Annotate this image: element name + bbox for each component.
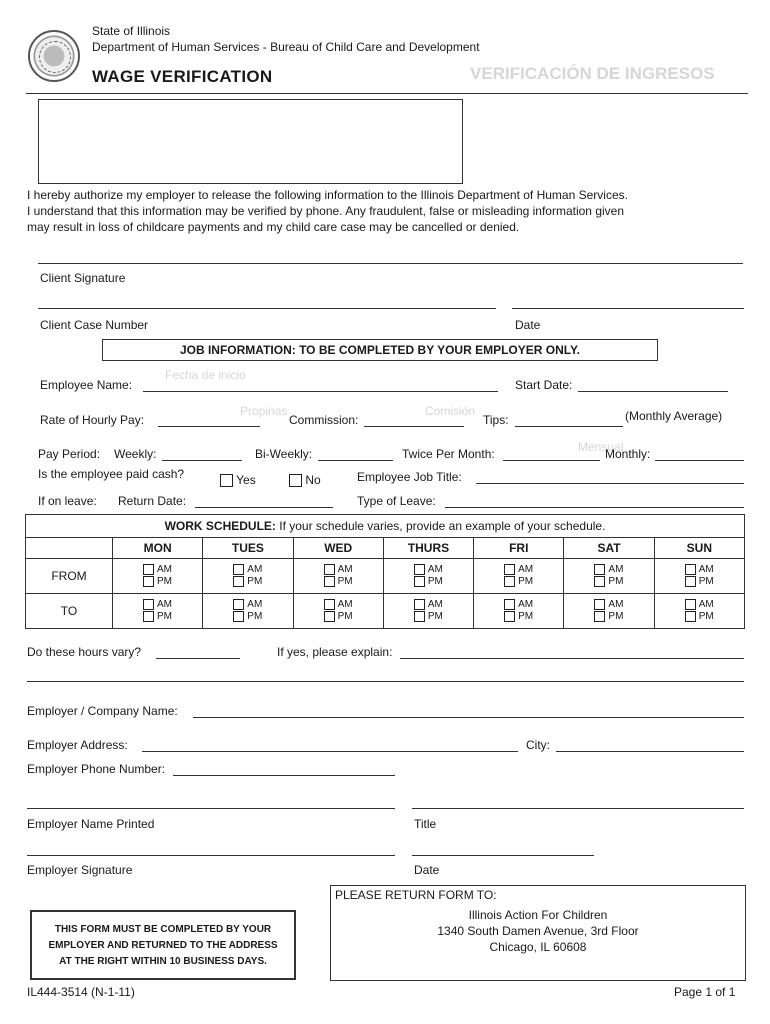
commission-field[interactable] <box>364 426 464 427</box>
pm-checkbox[interactable] <box>504 611 515 622</box>
bleed-through-title: VERIFICACIÓN DE INGRESOS <box>470 64 715 83</box>
authorization-text: I understand that this information may be verified by phone. Any fraudulent, false or misleading information given <box>27 204 625 218</box>
page-title: WAGE VERIFICATION <box>92 67 273 86</box>
am-label: AM <box>247 564 263 575</box>
day-header: SUN <box>654 538 744 559</box>
day-header: TUES <box>203 538 293 559</box>
am-checkbox[interactable] <box>414 564 425 575</box>
am-checkbox[interactable] <box>685 564 696 575</box>
return-address-box <box>330 885 746 981</box>
bleed-through-text: Comisión <box>425 404 476 418</box>
pm-checkbox[interactable] <box>594 576 605 587</box>
paid-cash-label: Is the employee paid cash? <box>38 467 185 481</box>
client-date-line[interactable] <box>512 308 744 309</box>
am-label: AM <box>608 599 624 610</box>
am-checkbox[interactable] <box>143 599 154 610</box>
return-label: PLEASE RETURN FORM TO: <box>335 888 497 902</box>
on-leave-label: If on leave: <box>38 494 97 508</box>
page-number: Page 1 of 1 <box>674 985 736 999</box>
schedule-cell[interactable] <box>654 559 744 594</box>
to-row <box>26 594 745 629</box>
am-label: AM <box>608 564 624 575</box>
am-label: AM <box>247 599 263 610</box>
biweekly-label: Bi-Weekly: <box>255 447 313 461</box>
day-header: WED <box>293 538 383 559</box>
monthly-label: Monthly: <box>605 447 651 461</box>
city-label: City: <box>526 738 550 752</box>
pm-label: PM <box>608 611 624 623</box>
hours-explain-field-2[interactable] <box>27 681 744 682</box>
am-label: AM <box>337 599 353 610</box>
pm-label: PM <box>337 611 353 623</box>
pm-label: PM <box>157 611 172 623</box>
day-header: THURS <box>383 538 473 559</box>
pm-checkbox[interactable] <box>414 576 425 587</box>
pm-checkbox[interactable] <box>414 611 425 622</box>
blank-corner-cell <box>26 538 113 559</box>
am-checkbox[interactable] <box>414 599 425 610</box>
yes-label: Yes <box>236 473 256 487</box>
hours-vary-field[interactable] <box>156 658 240 659</box>
hours-explain-label: If yes, please explain: <box>277 645 393 659</box>
hours-explain-field[interactable] <box>400 658 744 659</box>
start-date-field[interactable] <box>578 391 728 392</box>
monthly-average-label: (Monthly Average) <box>625 409 723 423</box>
client-date-label: Date <box>515 318 541 332</box>
am-label: AM <box>427 564 443 575</box>
to-label: TO <box>26 594 113 629</box>
weekly-label: Weekly: <box>114 447 157 461</box>
return-date-label: Return Date: <box>118 494 187 508</box>
from-row <box>26 559 745 594</box>
monthly-field[interactable] <box>655 460 744 461</box>
employer-address-field[interactable] <box>142 751 518 752</box>
pm-label: PM <box>608 576 624 588</box>
employee-name-field[interactable] <box>143 391 498 392</box>
client-signature-label: Client Signature <box>40 271 126 285</box>
paid-cash-no[interactable] <box>289 473 321 487</box>
yes-checkbox[interactable] <box>220 474 233 487</box>
company-name-field[interactable] <box>193 717 744 718</box>
twice-per-month-field[interactable] <box>503 460 600 461</box>
pm-checkbox[interactable] <box>594 611 605 622</box>
return-street: 1340 South Damen Avenue, 3rd Floor <box>437 924 639 938</box>
schedule-cell[interactable] <box>474 594 564 629</box>
schedule-cell[interactable] <box>474 559 564 594</box>
weekly-field[interactable] <box>162 460 242 461</box>
employer-phone-label: Employer Phone Number: <box>27 762 166 776</box>
pm-label: PM <box>518 611 534 623</box>
bleed-through-text: Propinas <box>240 404 288 418</box>
pm-checkbox[interactable] <box>504 576 515 587</box>
department-name: Department of Human Services - Bureau of Child Care and Development <box>92 40 480 54</box>
hourly-rate-field[interactable] <box>158 426 260 427</box>
employer-name-printed-label: Employer Name Printed <box>27 817 155 831</box>
day-header: SAT <box>564 538 654 559</box>
am-checkbox[interactable] <box>594 564 605 575</box>
leave-type-label: Type of Leave: <box>357 494 436 508</box>
pm-checkbox[interactable] <box>233 611 244 622</box>
bleed-through-text: Mensual <box>578 440 624 454</box>
schedule-cell[interactable] <box>293 594 383 629</box>
am-checkbox[interactable] <box>685 599 696 610</box>
authorization-text: I hereby authorize my employer to release the following information to the Illinois Department of Human Services. <box>27 188 628 202</box>
notice-line: AT THE RIGHT WITHIN 10 BUSINESS DAYS. <box>59 956 267 967</box>
pm-checkbox[interactable] <box>233 576 244 587</box>
commission-label: Commission: <box>289 413 359 427</box>
pm-checkbox[interactable] <box>685 611 696 622</box>
leave-type-field[interactable] <box>445 507 744 508</box>
am-checkbox[interactable] <box>324 564 335 575</box>
return-date-field[interactable] <box>195 507 333 508</box>
employer-name-printed-line[interactable] <box>27 808 395 809</box>
am-label: AM <box>698 564 714 575</box>
schedule-cell[interactable] <box>383 559 473 594</box>
client-address-box[interactable] <box>38 99 463 184</box>
schedule-cell[interactable] <box>203 594 293 629</box>
notice-line: THIS FORM MUST BE COMPLETED BY YOUR <box>54 924 272 935</box>
schedule-cell[interactable] <box>113 559 203 594</box>
am-label: AM <box>698 599 714 610</box>
state-name: State of Illinois <box>92 24 171 38</box>
day-header: MON <box>113 538 203 559</box>
no-label: No <box>305 473 321 487</box>
completion-notice-box <box>30 910 296 980</box>
am-checkbox[interactable] <box>594 599 605 610</box>
pm-checkbox[interactable] <box>324 611 335 622</box>
pm-label: PM <box>337 576 353 588</box>
schedule-cell[interactable] <box>293 559 383 594</box>
header-rule <box>26 93 748 94</box>
employer-date-line[interactable] <box>412 855 594 856</box>
start-date-label: Start Date: <box>515 378 573 392</box>
schedule-cell[interactable] <box>203 559 293 594</box>
pm-label: PM <box>247 611 263 623</box>
employee-name-label: Employee Name: <box>40 378 133 392</box>
form-id: IL444-3514 (N-1-11) <box>27 985 135 999</box>
authorization-text: may result in loss of childcare payments and my child care case may be cancelled or denied. <box>27 220 520 234</box>
return-org: Illinois Action For Children <box>468 908 608 922</box>
twice-per-month-label: Twice Per Month: <box>402 447 495 461</box>
am-label: AM <box>518 599 534 610</box>
employer-phone-field[interactable] <box>173 775 395 776</box>
am-checkbox[interactable] <box>233 564 244 575</box>
employer-title-label: Title <box>414 817 437 831</box>
bleed-through-text: Fecha de inicio <box>165 368 246 382</box>
job-title-field[interactable] <box>476 483 744 484</box>
schedule-cell[interactable] <box>383 594 473 629</box>
am-label: AM <box>518 564 534 575</box>
pm-label: PM <box>247 576 263 588</box>
pm-checkbox[interactable] <box>324 576 335 587</box>
pm-label: PM <box>157 576 172 588</box>
pm-label: PM <box>698 611 714 623</box>
city-field[interactable] <box>556 751 744 752</box>
am-checkbox[interactable] <box>504 564 515 575</box>
schedule-cell[interactable] <box>113 594 203 629</box>
pm-checkbox[interactable] <box>143 576 154 587</box>
am-checkbox[interactable] <box>504 599 515 610</box>
pm-label: PM <box>698 576 714 588</box>
tips-field[interactable] <box>515 426 623 427</box>
state-seal-icon <box>28 30 80 82</box>
am-label: AM <box>427 599 443 610</box>
schedule-cell[interactable] <box>654 594 744 629</box>
no-checkbox[interactable] <box>289 474 302 487</box>
return-city: Chicago, IL 60608 <box>489 940 587 954</box>
employer-signature-label: Employer Signature <box>27 863 133 877</box>
hours-vary-label: Do these hours vary? <box>27 645 142 659</box>
pay-period-label: Pay Period: <box>38 447 101 461</box>
day-header: FRI <box>474 538 564 559</box>
hourly-rate-label: Rate of Hourly Pay: <box>40 413 145 427</box>
biweekly-field[interactable] <box>318 460 393 461</box>
notice-line: EMPLOYER AND RETURNED TO THE ADDRESS <box>48 940 278 951</box>
pm-label: PM <box>427 576 443 588</box>
client-case-number-label: Client Case Number <box>40 318 149 332</box>
job-title-label: Employee Job Title: <box>357 470 462 484</box>
am-checkbox[interactable] <box>143 564 154 575</box>
am-label: AM <box>157 564 172 575</box>
client-case-number-line[interactable] <box>38 308 496 309</box>
am-checkbox[interactable] <box>324 599 335 610</box>
employer-address-label: Employer Address: <box>27 738 128 752</box>
paid-cash-yes[interactable] <box>220 473 256 487</box>
pm-checkbox[interactable] <box>143 611 154 622</box>
am-checkbox[interactable] <box>233 599 244 610</box>
employer-date-label: Date <box>414 863 440 877</box>
schedule-cell[interactable] <box>564 594 654 629</box>
client-signature-line[interactable] <box>38 263 743 264</box>
tips-label: Tips: <box>483 413 509 427</box>
am-label: AM <box>337 564 353 575</box>
pm-checkbox[interactable] <box>685 576 696 587</box>
schedule-cell[interactable] <box>564 559 654 594</box>
pm-label: PM <box>427 611 443 623</box>
job-info-banner: JOB INFORMATION: TO BE COMPLETED BY YOUR EMPLOYER ONLY. <box>102 339 658 361</box>
from-label: FROM <box>26 559 113 594</box>
work-schedule-heading: WORK SCHEDULE: If your schedule varies, provide an example of your schedule. <box>26 515 745 538</box>
work-schedule-table <box>25 514 745 629</box>
am-label: AM <box>157 599 172 610</box>
employer-signature-line[interactable] <box>27 855 395 856</box>
employer-title-line[interactable] <box>412 808 744 809</box>
pm-label: PM <box>518 576 534 588</box>
company-name-label: Employer / Company Name: <box>27 704 178 718</box>
